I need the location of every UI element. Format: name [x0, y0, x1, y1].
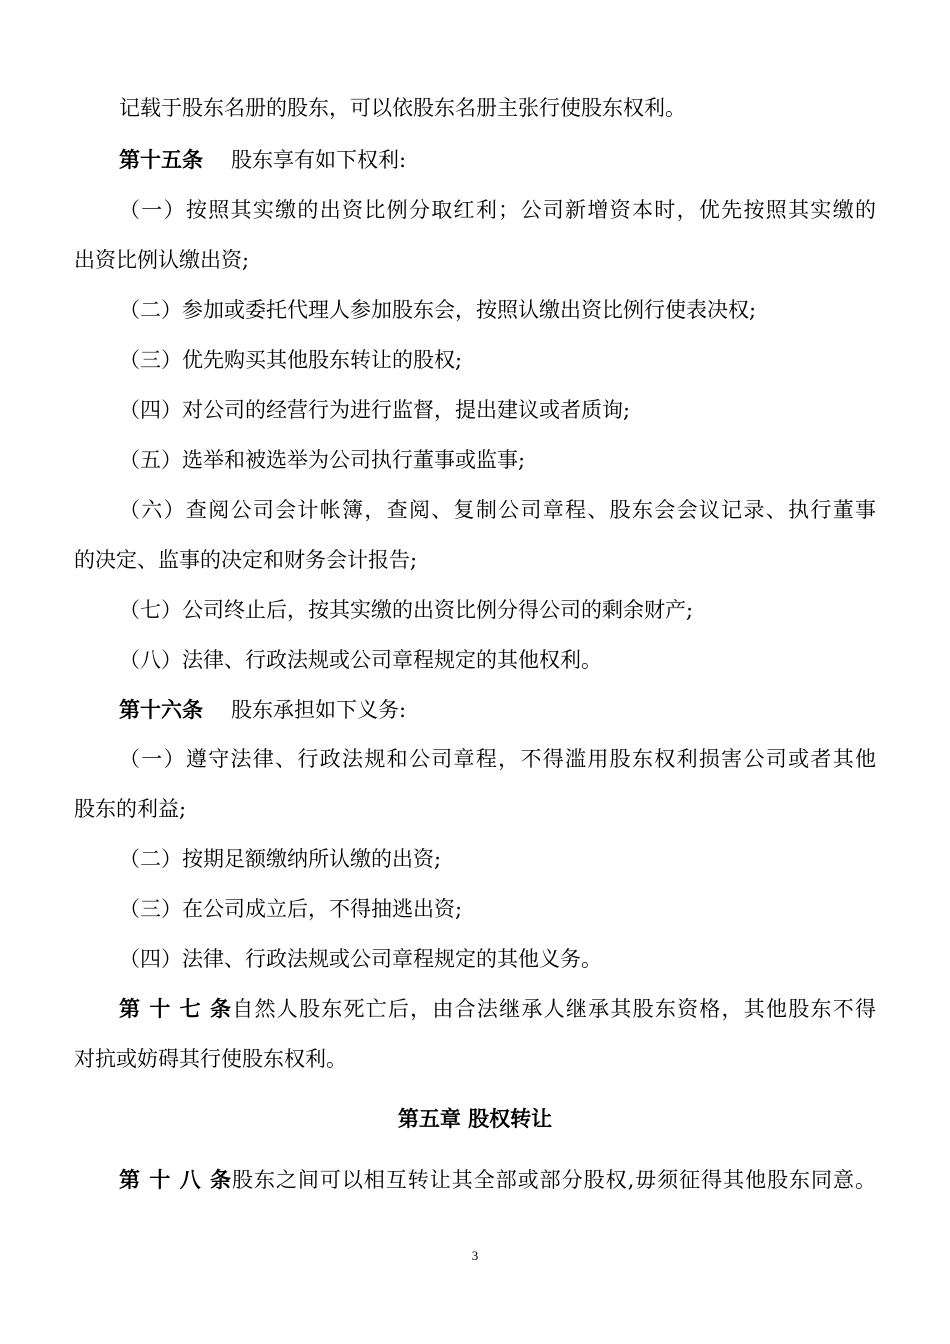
paragraph-line — [0, 396, 950, 424]
paragraph-line — [0, 296, 950, 324]
line-text: （一）遵守法律、行政法规和公司章程，不得滥用股东权利损害公司或者其他 — [119, 747, 876, 771]
line-text: （二）按期足额缴纳所认缴的出资; — [119, 847, 442, 871]
chapter-heading: 第五章 股权转让 — [397, 1106, 553, 1131]
line-text: 股东承担如下义务: — [231, 698, 407, 722]
paragraph-line — [0, 596, 950, 624]
line-text: （四）对公司的经营行为进行监督，提出建议或者质询; — [119, 398, 631, 422]
article-17-heading — [0, 995, 950, 1023]
paragraph-line — [0, 546, 950, 574]
line-text: 出资比例认缴出资; — [74, 248, 250, 272]
paragraph-line — [0, 895, 950, 923]
line-text: （四）法律、行政法规或公司章程规定的其他义务。 — [119, 947, 602, 971]
paragraph-line — [0, 94, 950, 122]
paragraph-line — [0, 246, 950, 274]
article-number: 第十七条 — [119, 996, 231, 1021]
line-text: （五）选举和被选举为公司执行董事或监事; — [119, 448, 526, 472]
paragraph-line — [0, 196, 950, 224]
paragraph-line — [0, 346, 950, 374]
paragraph-line — [0, 795, 950, 823]
paragraph-line — [0, 745, 950, 773]
line-text: （七）公司终止后，按其实缴的出资比例分得公司的剩余财产; — [119, 598, 694, 622]
page-number: 3 — [471, 1248, 479, 1263]
line-text: （一）按照其实缴的出资比例分取红利；公司新增资本时，优先按照其实缴的 — [119, 198, 876, 222]
line-text: （六）查阅公司会计帐簿，查阅、复制公司章程、股东会会议记录、执行董事 — [119, 498, 876, 522]
line-text: 对抗或妨碍其行使股东权利。 — [74, 1047, 347, 1071]
paragraph-line — [0, 446, 950, 474]
article-number: 第十五条 — [119, 147, 203, 172]
article-18-heading — [0, 1166, 950, 1194]
line-text: 的决定、监事的决定和财务会计报告; — [74, 548, 418, 572]
paragraph-line — [0, 1045, 950, 1073]
line-text: （八）法律、行政法规或公司章程规定的其他权利。 — [119, 648, 602, 672]
paragraph-line — [0, 496, 950, 524]
line-text: 记载于股东名册的股东，可以依股东名册主张行使股东权利。 — [119, 96, 686, 120]
line-text: 股东之间可以相互转让其全部或部分股权,毋须征得其他股东同意。 — [231, 1168, 876, 1192]
article-16-heading — [0, 696, 950, 724]
line-text: （二）参加或委托代理人参加股东会，按照认缴出资比例行使表决权; — [119, 298, 757, 322]
article-number: 第十六条 — [119, 697, 203, 722]
line-text: （三）优先购买其他股东转让的股权; — [119, 348, 463, 372]
line-text: 股东享有如下权利: — [231, 148, 407, 172]
line-text: 自然人股东死亡后，由合法继承人继承其股东资格，其他股东不得 — [231, 997, 876, 1021]
line-text: （三）在公司成立后，不得抽逃出资; — [119, 897, 463, 921]
line-text: 股东的利益; — [74, 797, 187, 821]
article-15-heading — [0, 146, 950, 174]
paragraph-line — [0, 845, 950, 873]
paragraph-line — [0, 646, 950, 674]
article-number: 第十八条 — [119, 1167, 231, 1192]
paragraph-line — [0, 945, 950, 973]
